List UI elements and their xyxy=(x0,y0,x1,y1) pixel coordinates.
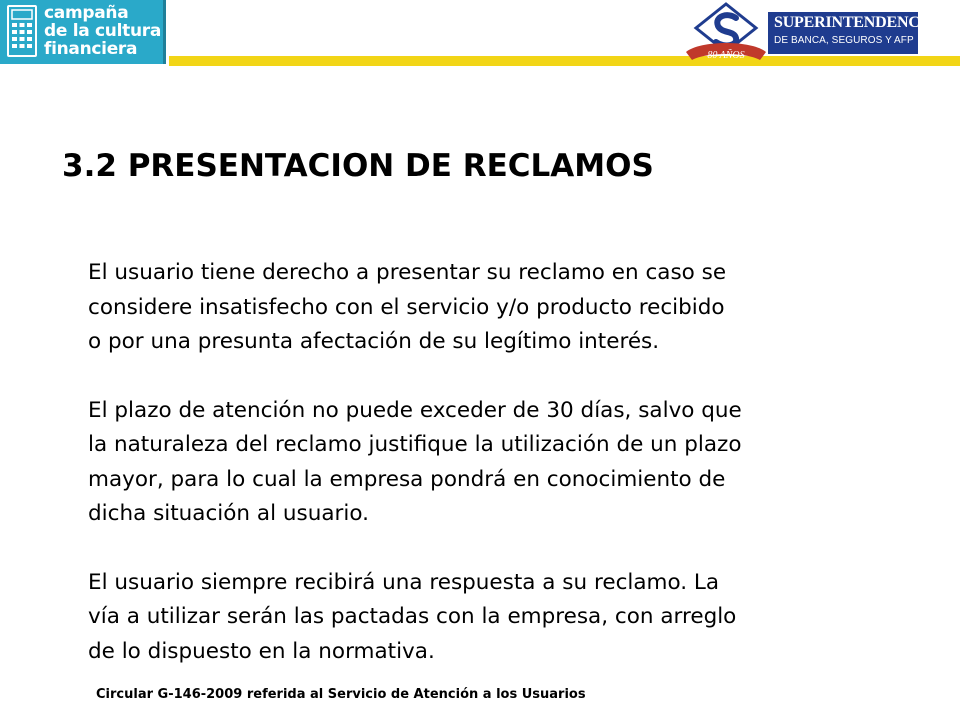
paragraph-1 xyxy=(88,256,888,360)
paragraph-line: El usuario tiene derecho a presentar su reclamo en caso se xyxy=(88,260,727,285)
paragraph-line: o por una presunta afectación de su legítimo interés. xyxy=(88,329,660,354)
paragraph-line: mayor, para lo cual la empresa pondrá en conocimiento de xyxy=(88,466,726,492)
agency-subtitle: DE BANCA, SEGUROS Y AFP xyxy=(774,35,914,46)
paragraph-line: vía a utilizar serán las pactadas con la empresa, con arreglo xyxy=(88,604,737,629)
campaign-logo xyxy=(0,0,166,64)
paragraph-line: El plazo de atención no puede exceder de 30 días, salvo que xyxy=(88,397,742,423)
paragraph-3 xyxy=(88,566,888,670)
agency-title: SUPERINTENDENCIA xyxy=(774,14,938,31)
slide-header xyxy=(0,0,960,68)
anniversary-label: 80 AÑOS xyxy=(707,50,745,61)
paragraph-line: considere insatisfecho con el servicio y/o producto recibido xyxy=(88,294,725,320)
slide-body xyxy=(88,256,888,669)
paragraph-spacer xyxy=(88,360,888,394)
calculator-icon xyxy=(7,5,37,57)
footer-citation: Circular G-146-2009 referida al Servicio de Atención a los Usuarios xyxy=(96,687,586,702)
agency-seal-icon xyxy=(680,2,772,66)
campaign-line-2: de la cultura xyxy=(44,21,162,41)
paragraph-line: de lo dispuesto en la normativa. xyxy=(88,638,435,664)
paragraph-line: El usuario siempre recibirá una respuesta a su reclamo. La xyxy=(88,569,720,595)
slide-title: 3.2 PRESENTACION DE RECLAMOS xyxy=(62,148,654,184)
paragraph-spacer xyxy=(88,532,888,566)
paragraph-line: dicha situación al usuario. xyxy=(88,501,369,526)
agency-logo xyxy=(680,2,960,66)
campaign-line-1: campaña xyxy=(44,3,129,23)
paragraph-2 xyxy=(88,394,888,532)
paragraph-line: la naturaleza del reclamo justifique la utilización de un plazo xyxy=(88,432,742,457)
campaign-name xyxy=(44,4,164,58)
agency-name-block xyxy=(768,12,938,54)
campaign-line-3: financiera xyxy=(44,39,138,59)
